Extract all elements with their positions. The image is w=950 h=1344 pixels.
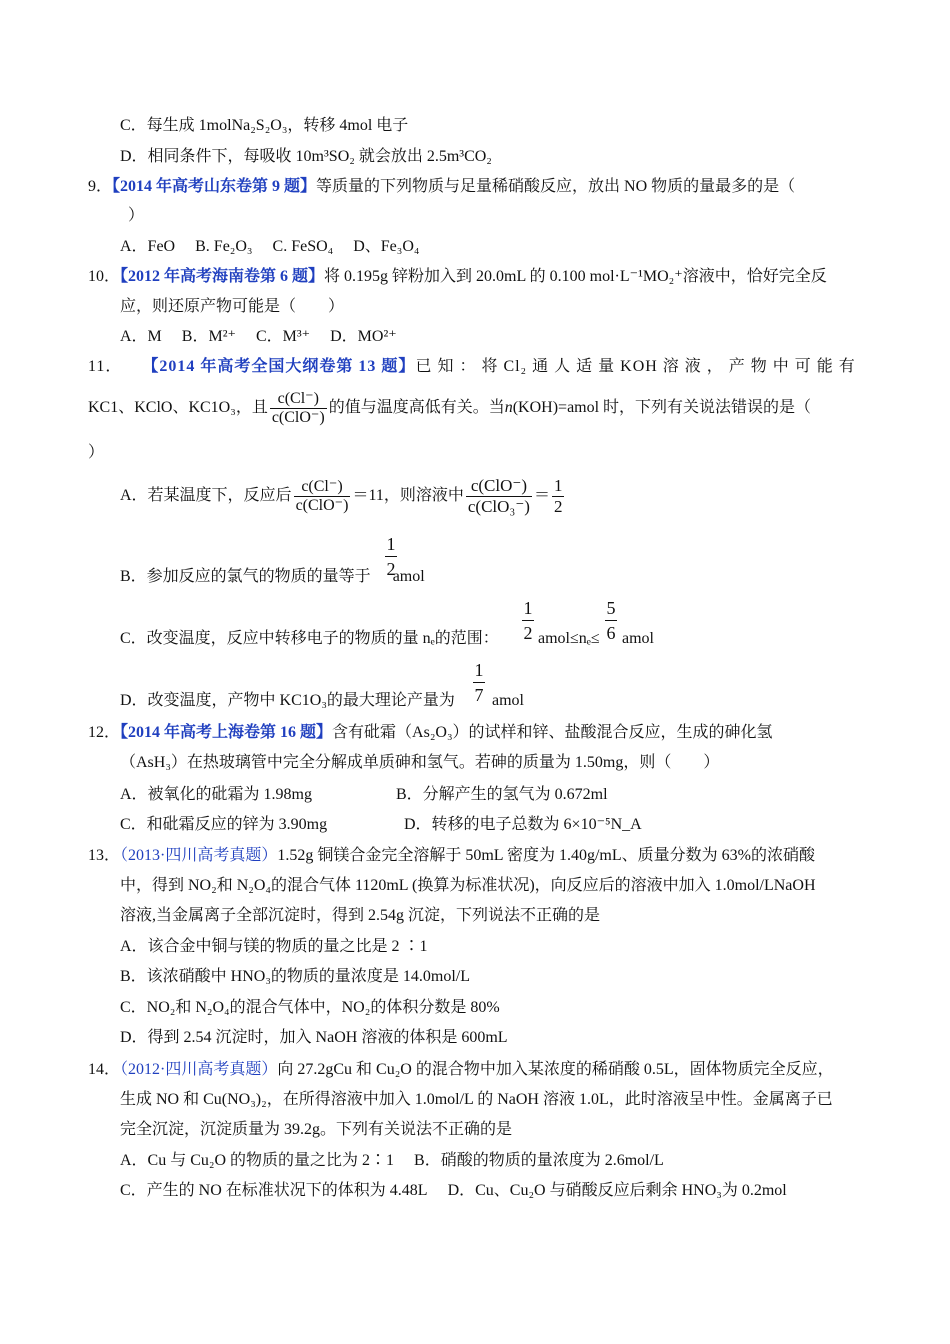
q8-option-d: D．相同条件下，每吸收 10m³SO₂ 就会放出 2.5m³CO₂: [120, 148, 492, 165]
q13-option-b: B．该浓硝酸中 HNO₃的物质的量浓度是 14.0mol/L: [120, 968, 471, 985]
q11-option-b: [120, 566, 425, 588]
q12-option-a: A．被氧化的砒霜为 1.98mg: [120, 786, 313, 803]
fraction-clo-clo3: $\frac{\text{c(ClO⁻)}}{\text{c(ClO₃⁻)}}$: [467, 475, 530, 516]
stem-text: (KOH)=amol 时，下列有关说法错误的是（: [512, 399, 812, 416]
question-number: 11．: [88, 358, 123, 375]
question-text: 将 0.195g 锌粉加入到 20.0mL 的 0.100 mol·L⁻¹MO₂⁺溶液中，恰好完全反: [324, 268, 827, 285]
q12-stem: [88, 722, 773, 744]
question-source: 【2014 年高考山东卷第 9 题】: [112, 178, 317, 195]
option-c: C. FeSO₄: [272, 238, 334, 255]
option-b: B. Fe₂O₃: [195, 238, 253, 255]
question-source: （2013·四川高考真题）: [120, 847, 278, 864]
q12-stem-2: （AsH₃）在热玻璃管中完全分解成单质砷和氢气。若砷的质量为 1.50mg，则（ ）: [120, 754, 720, 771]
question-source: （2012·四川高考真题）: [120, 1061, 278, 1078]
option-unit: amol: [392, 568, 425, 585]
q13-option-a: A．该合金中铜与镁的物质的量之比是 2 ∶1: [120, 938, 428, 955]
option-b: B．硝酸的物质的量浓度为 2.6mol/L: [414, 1152, 664, 1169]
option-text: ＝11，则溶液中: [352, 487, 464, 504]
option-a: A．Cu 与 Cu₂O 的物质的量之比为 2∶1: [120, 1152, 395, 1169]
q11-option-c-unit: amol: [622, 630, 654, 647]
question-text: 等质量的下列物质与足量稀硝酸反应，放出 NO 物质的量最多的是（: [316, 178, 796, 195]
option-a: A．FeO: [120, 238, 176, 255]
q9-stem: [88, 176, 795, 198]
q13-option-d: D．得到 2.54 沉淀时，加入 NaOH 溶液的体积是 600mL: [120, 1029, 508, 1046]
q11-stem-2: [88, 388, 811, 428]
q11-option-d: D．改变温度，产物中 KC1O₃的最大理论产量为: [120, 692, 455, 709]
q9-paren-close: ）: [128, 207, 145, 224]
q11-optC-fraction-2: 5 6: [606, 598, 616, 643]
q9-options: [120, 236, 420, 258]
stem-italic-n: n: [504, 399, 513, 416]
q11-option-c-range: amol≤nₑ≤: [538, 630, 600, 647]
equals-sign: ＝: [533, 487, 550, 504]
question-number: 14．: [88, 1061, 121, 1078]
q13-stem-3: 溶液,当金属离子全部沉淀时，得到 2.54g 沉淀，下列说法不正确的是: [120, 907, 601, 924]
q11-optC-fraction-1: 1 2: [523, 598, 533, 643]
question-source: 【2012 年高考海南卷第 6 题】: [120, 268, 325, 285]
option-d: D、Fe₃O₄: [353, 238, 420, 255]
question-text: 含有砒霜（As₂O₃）的试样和锌、盐酸混合反应，生成的砷化氢: [332, 724, 773, 741]
question-number: 12．: [88, 724, 121, 741]
question-text: 向 27.2gCu 和 Cu₂O 的混合物中加入某浓度的稀硝酸 0.5L，固体物质完全反应，: [277, 1061, 834, 1078]
option-b: B．M²⁺: [181, 328, 236, 345]
question-number: 13．: [88, 847, 121, 864]
question-source: 【2014 年高考上海卷第 16 题】: [120, 724, 333, 741]
stem-text: 的值与温度高低有关。当: [328, 399, 505, 416]
q10-options: [120, 326, 397, 348]
q13-option-c: C．NO₂和 N₂O₄的混合气体中，NO₂的体积分数是 80%: [120, 999, 500, 1016]
q12-option-c: C．和砒霜反应的锌为 3.90mg: [120, 816, 328, 833]
option-c: C．产生的 NO 在标准状况下的体积为 4.48L: [120, 1182, 428, 1199]
q10-stem-2: 应，则还原产物可能是（ ）: [120, 298, 345, 315]
question-number: 9．: [88, 178, 113, 195]
q11-optD-fraction: 1 7: [474, 660, 484, 705]
q11-stem: [88, 356, 856, 378]
fraction-cl-clo: $\frac{c(Cl^-)}{\text{c(ClO⁻)}}$: [271, 389, 325, 426]
fraction-cl-clo: $\frac{c(Cl^-)}{\text{c(ClO⁻)}}$: [295, 477, 349, 514]
option-c: C．M³⁺: [255, 328, 311, 345]
option-text: B．参加反应的氯气的物质的量等于: [120, 568, 371, 585]
q13-stem: [88, 845, 815, 867]
option-text: A．若某温度下，反应后: [120, 487, 292, 504]
q14-stem-2: 生成 NO 和 Cu(NO₃)₂，在所得溶液中加入 1.0mol/L 的 NaOH 溶液 1.0L，此时溶液呈中性。金属离子已: [120, 1091, 833, 1108]
q12-option-d: D．转移的电子总数为 6×10⁻⁵N_A: [404, 816, 642, 833]
q11-option-d-unit: amol: [492, 692, 524, 709]
q14-stem: [88, 1059, 834, 1081]
q11-option-c: C．改变温度，反应中转移电子的物质的量 nₑ的范围：: [120, 630, 499, 647]
q11-option-a: [120, 474, 566, 518]
question-text: 已 知 ： 将 Cl₂ 通 人 适 量 KOH 溶 液 ， 产 物 中 可 能 有: [415, 358, 856, 375]
question-text: 1.52g 铜镁合金完全溶解于 50mL 密度为 1.40g/mL、质量分数为 63%的浓硝酸: [277, 847, 815, 864]
q14-stem-3: 完全沉淀，沉淀质量为 39.2g。下列有关说法不正确的是: [120, 1121, 513, 1138]
q14-options-ab: [120, 1150, 664, 1172]
q10-stem: [88, 266, 827, 288]
option-a: A．M: [120, 328, 162, 345]
fraction-one-half: $\frac{1}{2}$: [553, 475, 563, 516]
q13-stem-2: 中，得到 NO₂和 N₂O₄的混合气体 1120mL (换算为标准状况)，向反应后的溶液中加入 1.0mol/LNaOH: [120, 877, 816, 894]
q11-optB-fraction: 1 2: [386, 534, 396, 579]
stem-text: KC1、KClO、KC1O₃，且: [88, 399, 268, 416]
q8-option-c: C．每生成 1molNa₂S₂O₃，转移 4mol 电子: [120, 117, 409, 134]
question-source: 【2014 年高考全国大纲卷第 13 题】: [142, 358, 416, 375]
question-number: 10．: [88, 268, 121, 285]
option-d: D．Cu、Cu₂O 与硝酸反应后剩余 HNO₃为 0.2mol: [447, 1182, 787, 1199]
q11-paren-close: ）: [88, 444, 105, 461]
q14-options-cd: [120, 1180, 787, 1202]
option-d: D．MO²⁺: [330, 328, 397, 345]
q12-option-b: B．分解产生的氢气为 0.672ml: [396, 786, 608, 803]
